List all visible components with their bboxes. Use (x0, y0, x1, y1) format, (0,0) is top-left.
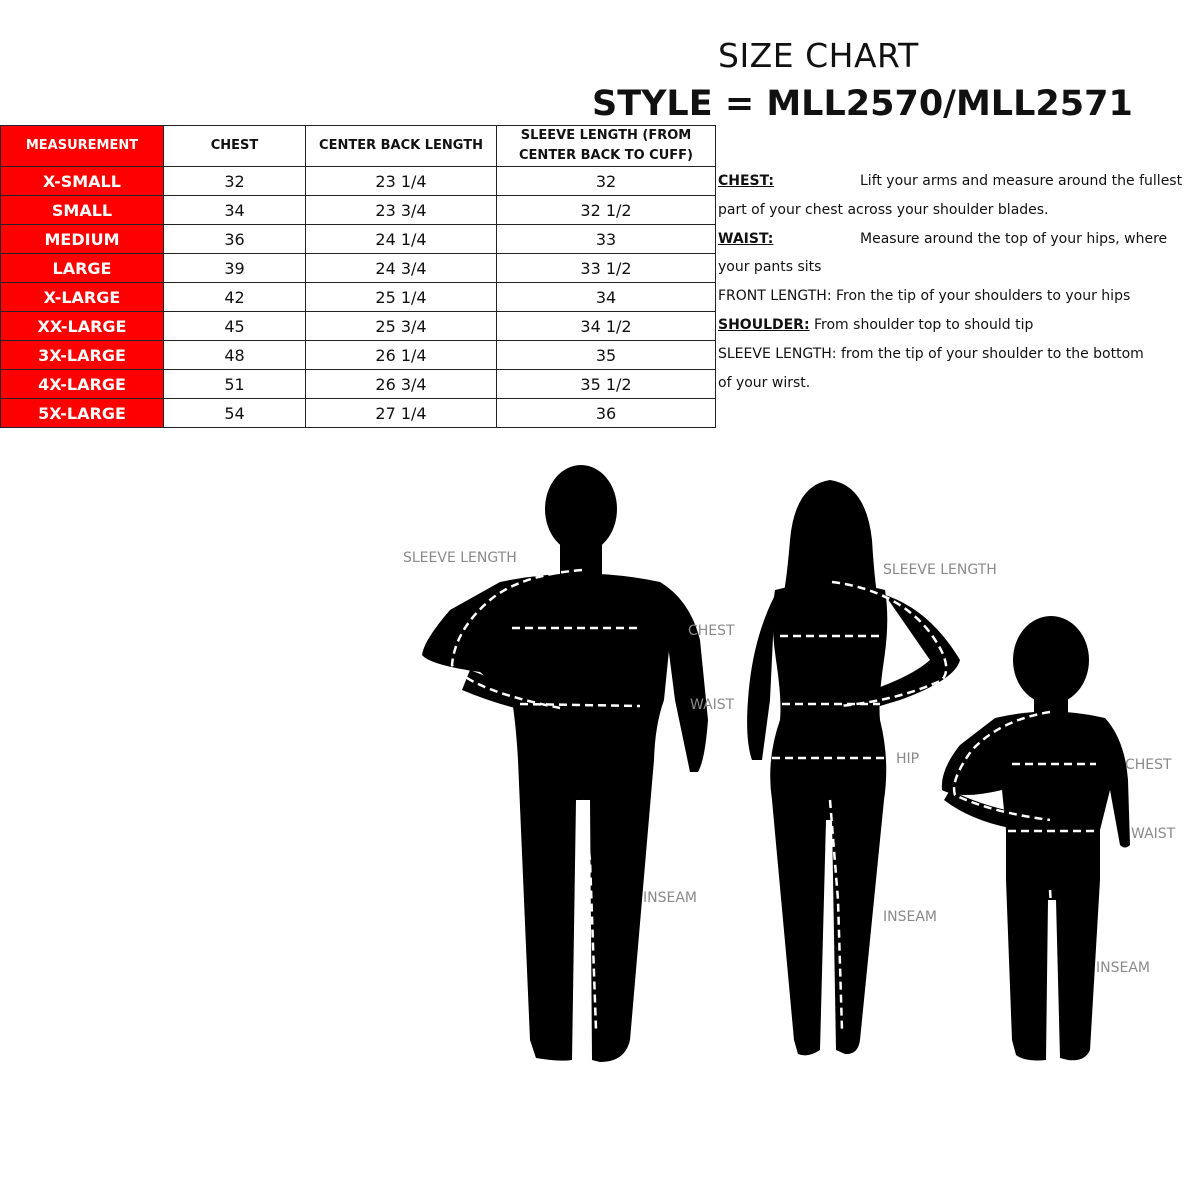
shoulder-description: From shoulder top to should tip (809, 316, 1034, 333)
label-child-inseam: INSEAM (1096, 960, 1150, 976)
size-cell: SMALL (1, 196, 164, 225)
child-silhouette (942, 616, 1130, 1060)
column-header-chest: CHEST (164, 126, 306, 167)
sleeve-length-cell: 32 (497, 167, 716, 196)
size-cell: MEDIUM (1, 225, 164, 254)
size-cell: 5X-LARGE (1, 399, 164, 428)
note-chest-continued: part of your chest across your shoulder blades. (718, 201, 1049, 218)
label-child-chest: CHEST (1125, 757, 1172, 773)
chest-label: CHEST: (718, 173, 775, 189)
chest-cell: 42 (164, 283, 306, 312)
sleeve-length-cell: 35 (497, 341, 716, 370)
label-woman-hip: HIP (896, 751, 920, 767)
chest-description: Lift your arms and measure around the fullest (860, 173, 1183, 189)
size-cell: XX-LARGE (1, 312, 164, 341)
note-sleeve-continued: of your wirst. (718, 374, 811, 391)
note-sleeve-length: SLEEVE LENGTH: from the tip of your shoulder to the bottom (718, 345, 1144, 362)
chest-cell: 36 (164, 225, 306, 254)
center-back-length-cell: 27 1/4 (306, 399, 497, 428)
center-back-length-cell: 24 1/4 (306, 225, 497, 254)
sleeve-length-cell: 33 (497, 225, 716, 254)
center-back-length-cell: 24 3/4 (306, 254, 497, 283)
center-back-length-cell: 23 1/4 (306, 167, 497, 196)
label-man-waist: WAIST (690, 697, 735, 713)
style-code: STYLE = MLL2570/MLL2571 (592, 84, 1133, 124)
center-back-length-cell: 23 3/4 (306, 196, 497, 225)
chest-cell: 51 (164, 370, 306, 399)
center-back-length-cell: 25 1/4 (306, 283, 497, 312)
shoulder-label: SHOULDER: (718, 316, 810, 333)
sleeve-length-cell: 34 (497, 283, 716, 312)
center-back-length-cell: 26 1/4 (306, 341, 497, 370)
waist-description: Measure around the top of your hips, where (860, 230, 1168, 247)
label-man-chest: CHEST (688, 623, 735, 639)
column-header-center-back-length: CENTER BACK LENGTH (306, 126, 497, 167)
size-cell: X-SMALL (1, 167, 164, 196)
size-cell: 4X-LARGE (1, 370, 164, 399)
column-header-sleeve-length: SLEEVE LENGTH (FROM CENTER BACK TO CUFF) (497, 126, 716, 167)
center-back-length-cell: 26 3/4 (306, 370, 497, 399)
column-header-measurement: MEASUREMENT (1, 126, 164, 167)
waist-label: WAIST: (718, 230, 774, 247)
chest-cell: 54 (164, 399, 306, 428)
sleeve-length-cell: 34 1/2 (497, 312, 716, 341)
center-back-length-cell: 25 3/4 (306, 312, 497, 341)
size-cell: X-LARGE (1, 283, 164, 312)
page-title: SIZE CHART (718, 36, 919, 75)
note-waist-continued: your pants sits (718, 259, 822, 276)
sleeve-length-cell: 32 1/2 (497, 196, 716, 225)
label-man-sleeve-length: SLEEVE LENGTH (403, 550, 517, 566)
label-child-waist: WAIST (1131, 826, 1176, 842)
chest-cell: 48 (164, 341, 306, 370)
size-cell: 3X-LARGE (1, 341, 164, 370)
chest-cell: 34 (164, 196, 306, 225)
label-woman-sleeve-length: SLEEVE LENGTH (883, 562, 997, 578)
note-front-length: FRONT LENGTH: Fron the tip of your shoulders to your hips (718, 288, 1131, 305)
sleeve-length-cell: 33 1/2 (497, 254, 716, 283)
sleeve-length-cell: 36 (497, 399, 716, 428)
label-man-inseam: INSEAM (643, 890, 697, 906)
chest-cell: 32 (164, 167, 306, 196)
size-cell: LARGE (1, 254, 164, 283)
label-woman-inseam: INSEAM (883, 909, 937, 925)
chest-cell: 39 (164, 254, 306, 283)
sleeve-length-cell: 35 1/2 (497, 370, 716, 399)
chest-cell: 45 (164, 312, 306, 341)
